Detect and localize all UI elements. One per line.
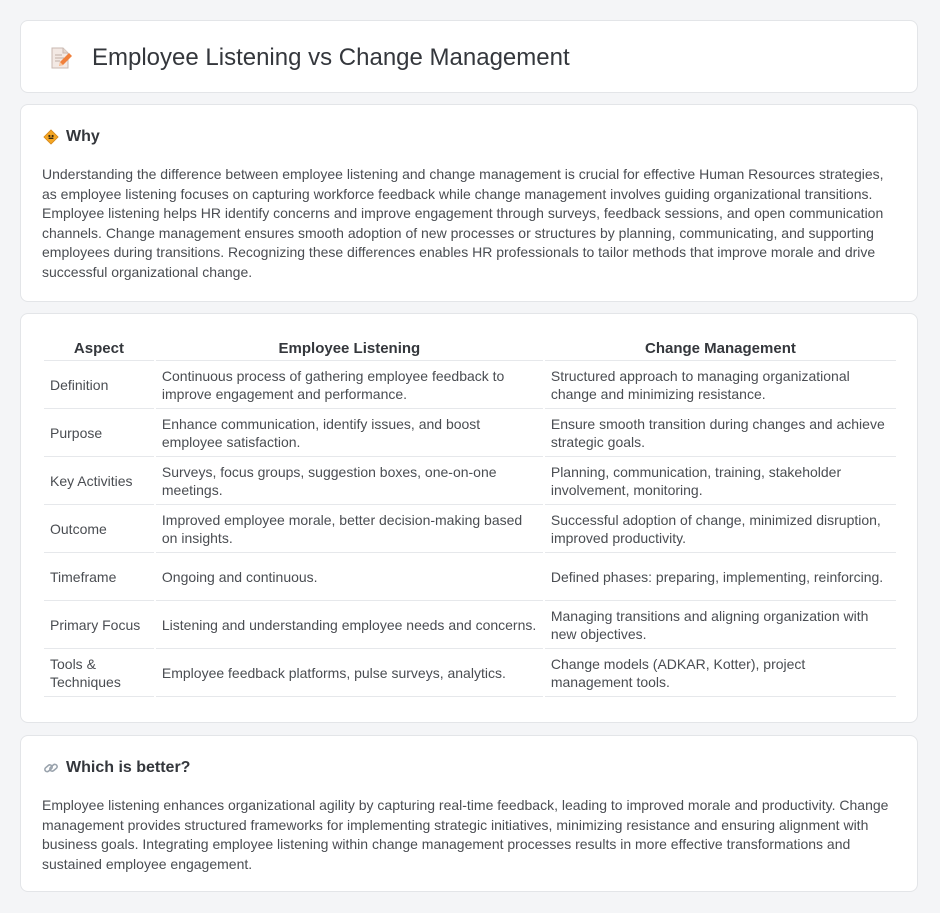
table-row xyxy=(44,361,896,409)
better-title: Which is better? xyxy=(66,759,191,776)
better-text: Employee listening enhances organizational agility by capturing real-time feedback, leading to improved morale and productivity. Change management provides structured frameworks for implementing strategic initiatives, minimizing resistance and ensuring alignment with business goals. Integrating employee listening within change management processes results in more effective transformations and sustained employee engagement. xyxy=(42,797,889,872)
why-section xyxy=(20,104,918,302)
table-row xyxy=(44,553,896,601)
comparison-table xyxy=(42,334,898,697)
row-change-management: Change models (ADKAR, Kotter), project management tools. xyxy=(545,649,896,697)
header-aspect: Aspect xyxy=(44,334,154,361)
row-aspect: Key Activities xyxy=(44,457,154,505)
row-employee-listening: Continuous process of gathering employee feedback to improve engagement and performance. xyxy=(156,361,543,409)
header-card xyxy=(20,20,918,93)
why-heading xyxy=(43,128,100,146)
row-aspect: Definition xyxy=(44,361,154,409)
row-employee-listening: Improved employee morale, better decision-making based on insights. xyxy=(156,505,543,553)
why-title: Why xyxy=(66,128,100,145)
table-row xyxy=(44,457,896,505)
page-title: Employee Listening vs Change Management xyxy=(92,44,570,71)
row-aspect: Purpose xyxy=(44,409,154,457)
document-pencil-icon xyxy=(48,46,72,70)
row-employee-listening: Enhance communication, identify issues, and boost employee satisfaction. xyxy=(156,409,543,457)
comparison-table-card xyxy=(20,313,918,723)
table-row xyxy=(44,601,896,649)
link-icon xyxy=(43,760,59,776)
which-is-better-section xyxy=(20,735,918,892)
table-header-row xyxy=(44,334,896,361)
row-change-management: Managing transitions and aligning organization with new objectives. xyxy=(545,601,896,649)
row-change-management: Defined phases: preparing, implementing, reinforcing. xyxy=(545,553,896,601)
row-aspect: Primary Focus xyxy=(44,601,154,649)
row-aspect: Tools & Techniques xyxy=(44,649,154,697)
row-employee-listening: Ongoing and continuous. xyxy=(156,553,543,601)
row-aspect: Timeframe xyxy=(44,553,154,601)
row-employee-listening: Listening and understanding employee needs and concerns. xyxy=(156,601,543,649)
row-change-management: Planning, communication, training, stakeholder involvement, monitoring. xyxy=(545,457,896,505)
diamond-sign-icon xyxy=(43,129,59,145)
row-change-management: Successful adoption of change, minimized disruption, improved productivity. xyxy=(545,505,896,553)
row-employee-listening: Surveys, focus groups, suggestion boxes, one-on-one meetings. xyxy=(156,457,543,505)
row-employee-listening: Employee feedback platforms, pulse surveys, analytics. xyxy=(156,649,543,697)
table-row xyxy=(44,409,896,457)
row-change-management: Ensure smooth transition during changes and achieve strategic goals. xyxy=(545,409,896,457)
row-aspect: Outcome xyxy=(44,505,154,553)
why-text: Understanding the difference between employee listening and change management is crucial for effective Human Resources strategies, as employee listening focuses on capturing workforce feedback while change management involves guiding organizational transitions. Employee listening helps HR identify concerns and improve engagement through surveys, feedback sessions, and open communication channels. Change management ensures smooth adoption of new processes or structures by planning, communicating, and supporting employees during transitions. Recognizing these differences enables HR professionals to tailor methods that improve morale and drive successful organizational change. xyxy=(42,166,884,280)
better-heading xyxy=(43,759,190,777)
header-employee-listening: Employee Listening xyxy=(156,334,543,361)
table-row xyxy=(44,505,896,553)
row-change-management: Structured approach to managing organizational change and minimizing resistance. xyxy=(545,361,896,409)
table-row xyxy=(44,649,896,697)
header-change-management: Change Management xyxy=(545,334,896,361)
